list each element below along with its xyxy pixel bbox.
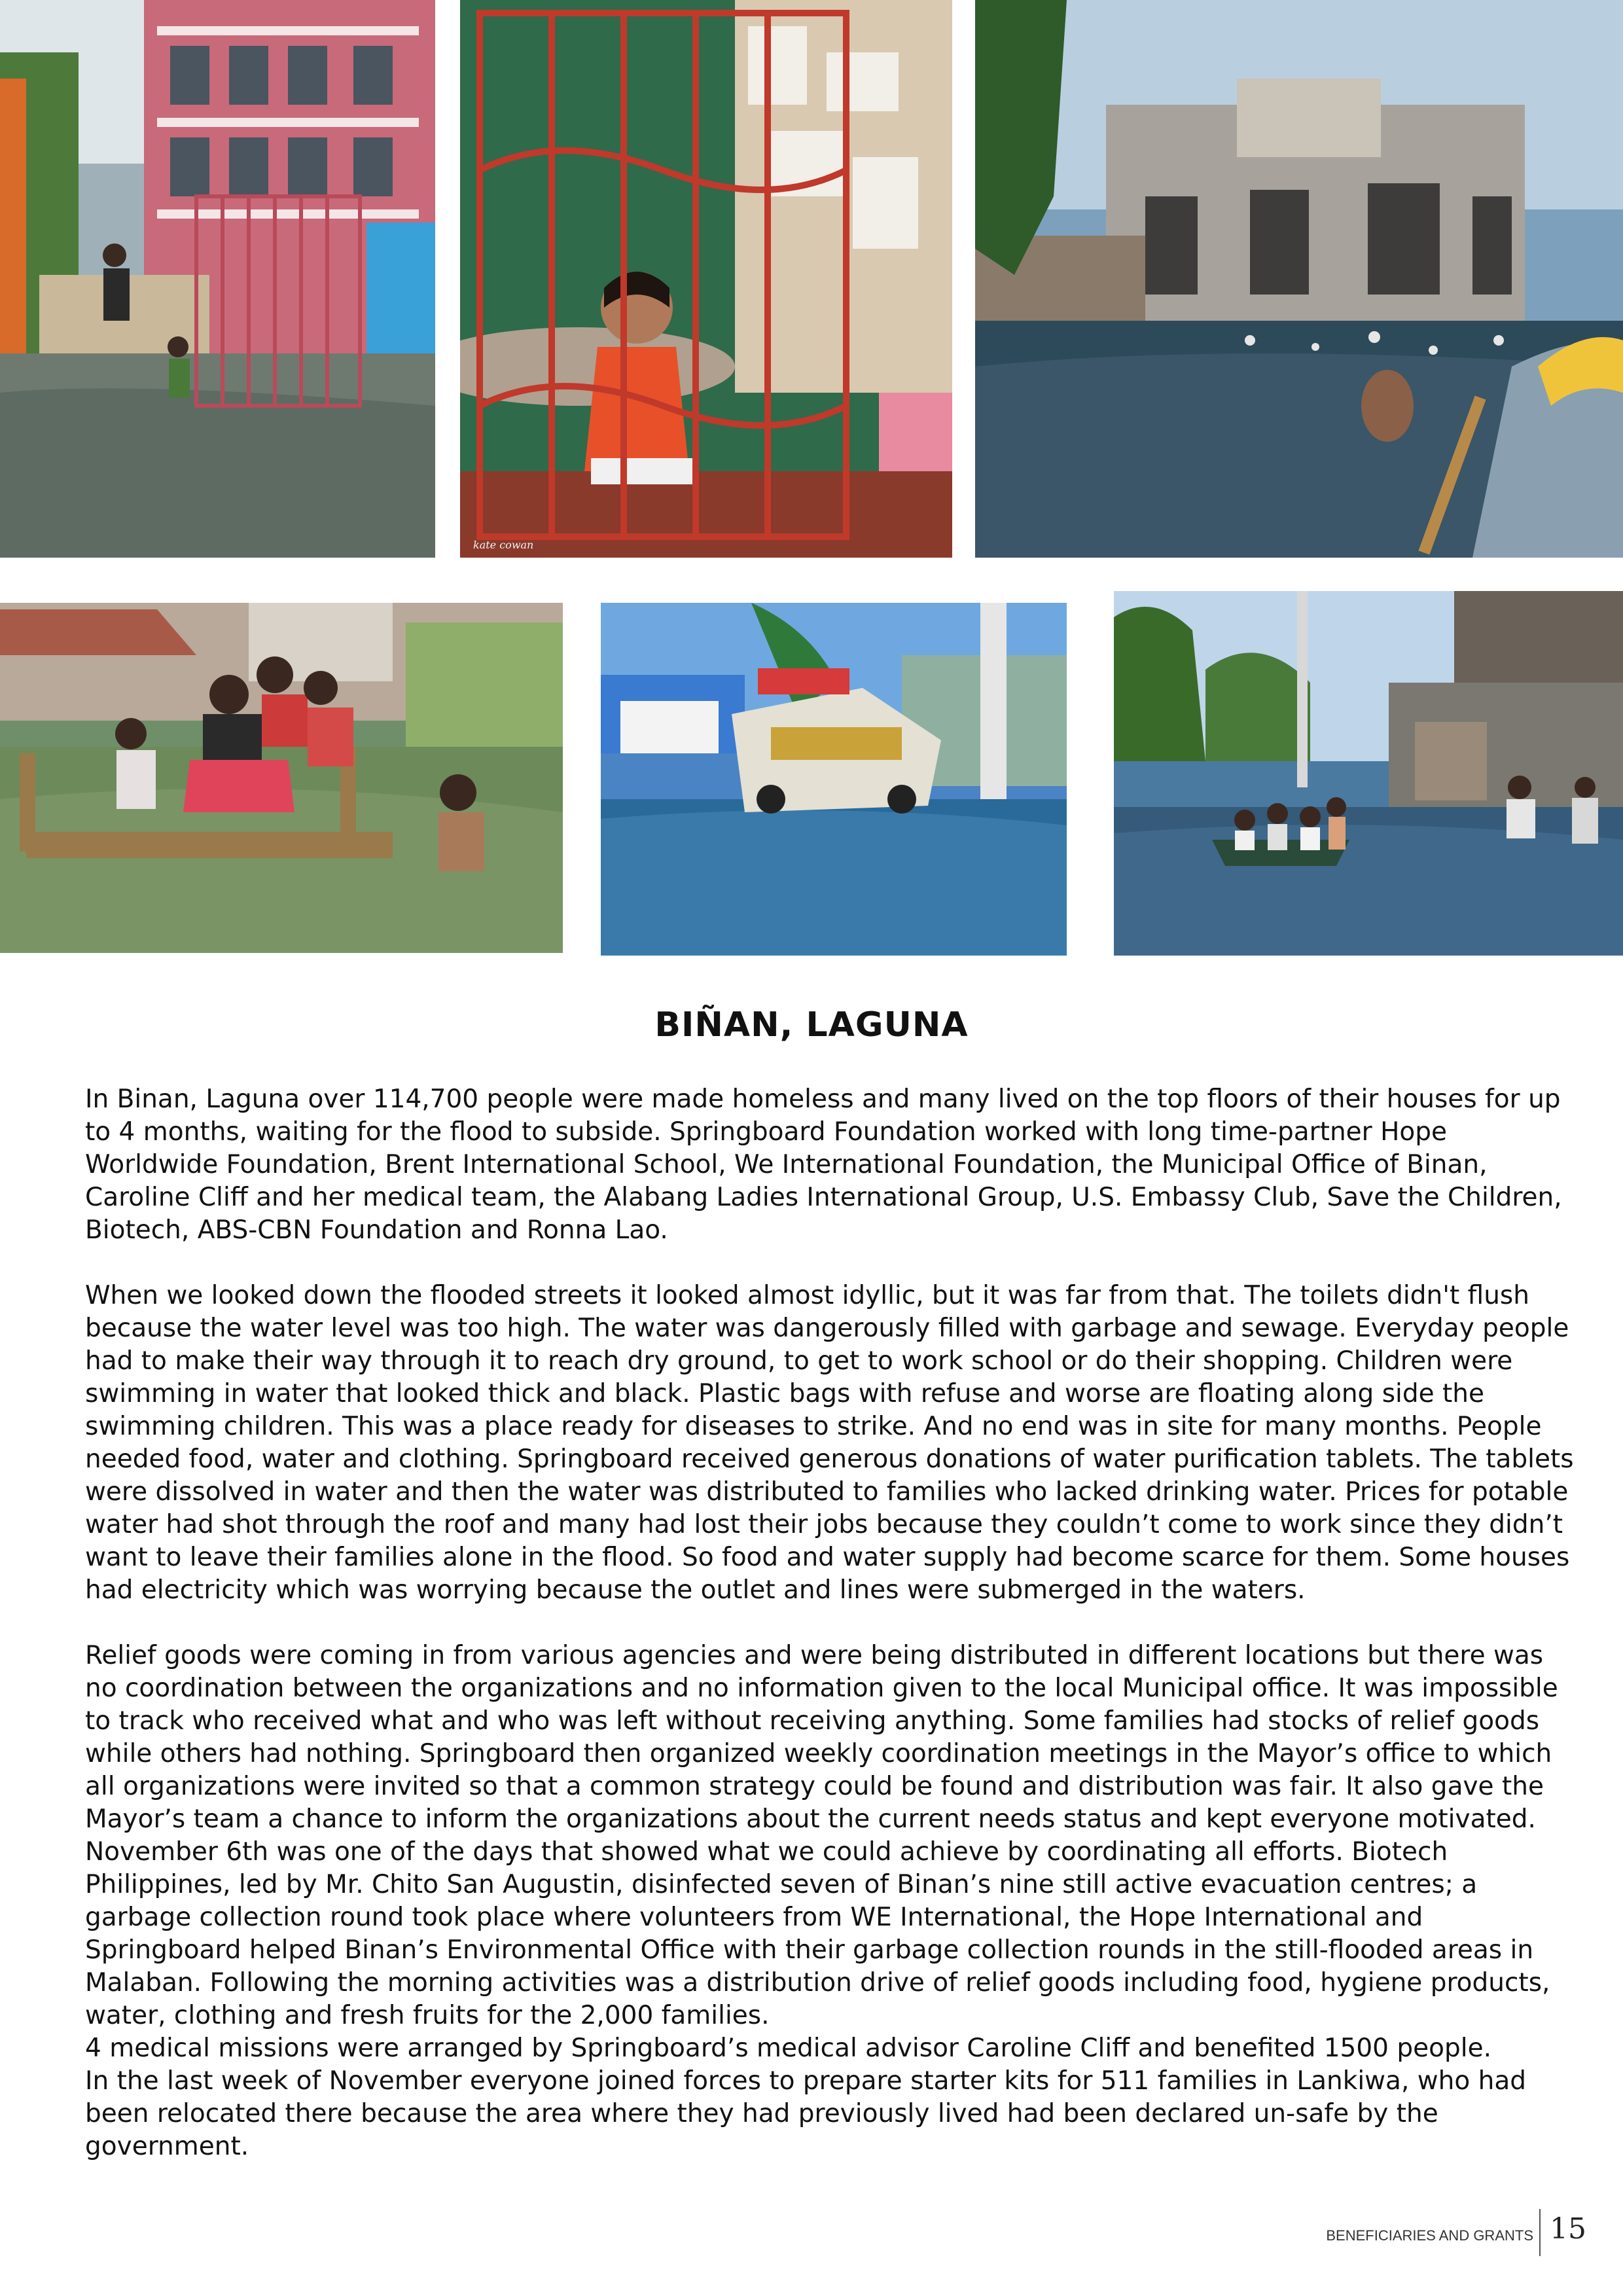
photo-children-on-raft [0,603,563,953]
paragraph-medical-missions: 4 medical missions were arranged by Springboard’s medical advisor Caroline Cliff and benefited 1500 people. [85,2034,1491,2063]
page-number: 15 [1550,2212,1586,2246]
photo-jeepney-in-flood [601,603,1067,956]
paragraph-starter-kits: In the last week of November everyone joined forces to prepare starter kits for 511 families in Lankiwa, who had been relocated there because the area where they had previously lived had been declared un-safe by the government. [85,2066,1526,2161]
photo-flooded-schoolyard [0,0,435,558]
page-title: BIÑAN, LAGUNA [654,1005,969,1045]
photo-flooded-street-houses [975,0,1623,558]
photo-credit: kate cowan [473,539,534,551]
paragraph-intro: In Binan, Laguna over 114,700 people were made homeless and many lived on the top floors of their houses for up to 4 months, waiting for the flood to subside. Springboard Foundation worked with long time-partner Hope Worldwide Foundation, Brent International School, We International Foundation, the Municipal Office of Binan, Caroline Cliff and her medical team, the Alabang Ladies International Group, U.S. Embassy Club, Save the Children, Biotech, ABS-CBN Foundation and Ronna Lao. [85,1085,1562,1245]
paragraph-conditions: When we looked down the flooded streets it looked almost idyllic, but it was far from that. The toilets didn't flush because the water level was too high. The water was dangerously filled with garbage and sewage. Everyday people had to make their way through it to reach dry ground, to get to work school or do their shopping. Children were swimming in water that looked thick and black. Plastic bags with refuse and worse are floating along side the swimming children. This was a place ready for diseases to strike. And no end was in site for many months. People needed food, water and clothing. Springboard received generous donations of water purification tablets. The tablets were dissolved in water and then the water was distributed to families who lacked drinking water. Prices for potable water had shot through the roof and many had lost their jobs because they couldn’t come to work since they didn’t want to leave their families alone in the flood. So food and water supply had become scarce for them. Some houses had electricity which was worrying because the outlet and lines were submerged in the waters. [85,1281,1574,1605]
footer-divider [1539,2209,1541,2256]
article-body [85,1083,1577,2163]
footer-section-label: BENEFICIARIES AND GRANTS [1326,2227,1533,2244]
photo-boat-rescue [1114,591,1623,956]
paragraph-coordination: Relief goods were coming in from various agencies and were being distributed in different locations but there was no coordination between the organizations and no information given to the local Municipal office. It was impossible to track who received what and who was left without receiving anything. Some families had stocks of relief goods while others had nothing. Springboard then organized weekly coordination meetings in the Mayor’s office to which all organizations were invited so that a common strategy could be found and distribution was fair. It also gave the Mayor’s team a chance to inform the organizations about the current needs status and kept everyone motivated. November 6th was one of the days that showed what we could achieve by coordinating all efforts. Biotech Philippines, led by Mr. Chito San Augustin, disinfected seven of Binan’s nine still active evacuation centres; a garbage collection round took place where volunteers from WE International, the Hope International and Springboard helped Binan’s Environmental Office with their garbage collection rounds in the still-flooded areas in Malaban. Following the morning activities was a distribution drive of relief goods including food, hygiene products, water, clothing and fresh fruits for the 2,000 families. [85,1641,1558,2030]
photo-child-behind-grille [460,0,952,558]
